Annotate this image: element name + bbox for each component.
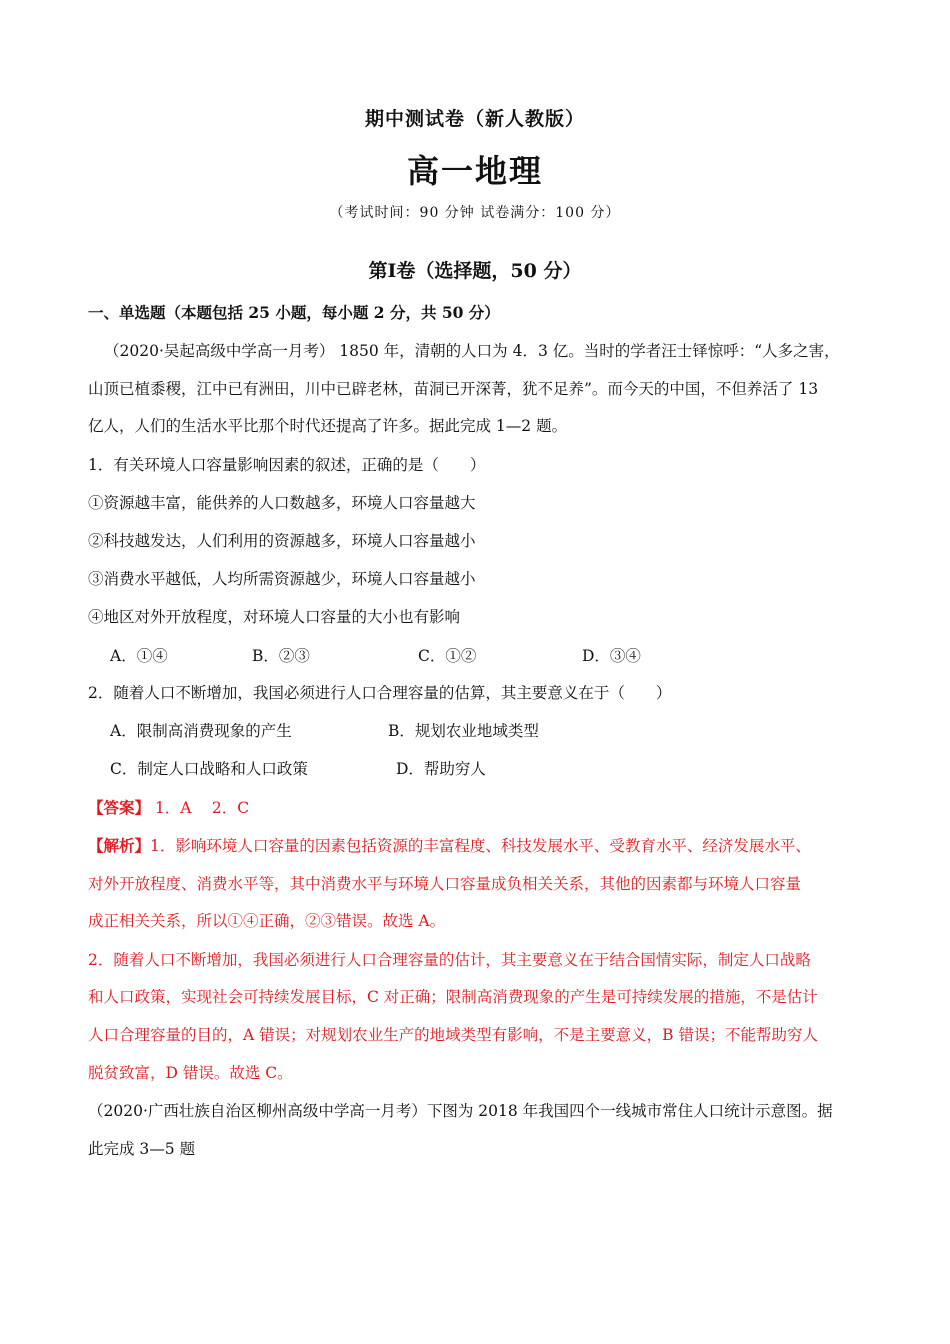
analysis-line: 脱贫致富，D 错误。故选 C。: [88, 1064, 293, 1082]
statement: ③消费水平越低，人均所需资源越少，环境人口容量越小: [88, 570, 476, 588]
q2-option-b: B．规划农业地域类型: [388, 722, 539, 740]
analysis-line: 成正相关关系，所以①④正确，②③错误。故选 A。: [88, 912, 446, 930]
q2-option-c: C．制定人口战略和人口政策: [110, 760, 308, 778]
q2-option-a: A．限制高消费现象的产生: [110, 722, 292, 740]
passage-line: 山顶已植黍稷，江中已有洲田，川中已辟老林，苗洞已开深菁，犹不足养”。而今天的中国，不但养活了 13: [88, 380, 819, 398]
answer-text: 1．A 2．C: [150, 799, 250, 817]
analysis-text: 1．影响环境人口容量的因素包括资源的丰富程度、科技发展水平、受教育水平、经济发展水平、: [150, 837, 811, 855]
passage-line: 亿人，人们的生活水平比那个时代还提高了许多。据此完成 1—2 题。: [88, 417, 568, 435]
q2-option-d: D．帮助穷人: [396, 760, 486, 778]
statement: ①资源越丰富，能供养的人口数越多，环境人口容量越大: [88, 494, 476, 512]
statement: ②科技越发达，人们利用的资源越多，环境人口容量越小: [88, 532, 476, 550]
exam-subtitle: 期中测试卷（新人教版）: [364, 108, 585, 130]
exam-title: 高一地理: [406, 152, 543, 190]
question-2-stem: 2．随着人口不断增加，我国必须进行人口合理容量的估算，其主要意义在于（ ）: [88, 684, 672, 702]
passage-line: 此完成 3—5 题: [88, 1140, 196, 1158]
q1-option-a: A．①④: [110, 647, 168, 665]
exam-info: （考试时间：90 分钟 试卷满分：100 分）: [329, 205, 621, 221]
q1-option-b: B．②③: [252, 647, 310, 665]
passage-line: （2020·广西壮族自治区柳州高级中学高一月考）下图为 2018 年我国四个一线城市常住人口统计示意图。据: [88, 1102, 833, 1120]
answer-line: [88, 797, 249, 819]
q1-option-c: C．①②: [418, 647, 477, 665]
analysis-line: 人口合理容量的目的，A 错误；对规划农业生产的地域类型有影响，不是主要意义，B 错误；不能帮助穷人: [88, 1026, 818, 1044]
statement: ④地区对外开放程度，对环境人口容量的大小也有影响: [88, 608, 461, 626]
analysis-line: 对外开放程度、消费水平等，其中消费水平与环境人口容量成负相关关系，其他的因素都与环境人口容量: [88, 875, 802, 893]
question-1-stem: 1．有关环境人口容量影响因素的叙述，正确的是（ ）: [88, 456, 486, 474]
analysis-line: 2．随着人口不断增加，我国必须进行人口合理容量的估计，其主要意义在于结合国情实际，制定人口战略: [88, 951, 811, 969]
volume-title: 第Ⅰ卷（选择题，50 分）: [368, 260, 582, 282]
analysis-line: 和人口政策，实现社会可持续发展目标，C 对正确；限制高消费现象的产生是可持续发展的措施，不是估计: [88, 988, 818, 1006]
q1-option-d: D．③④: [582, 647, 641, 665]
answer-tag: 【答案】: [88, 798, 151, 817]
analysis-tag: 【解析】: [88, 836, 151, 855]
passage-line: （2020·吴起高级中学高一月考） 1850 年，清朝的人口为 4．3 亿。当时的学者汪士铎惊呼：“人多之害，: [104, 342, 840, 360]
analysis-line: [88, 835, 811, 857]
part-heading: 一、单选题（本题包括 25 小题，每小题 2 分，共 50 分）: [88, 303, 500, 322]
